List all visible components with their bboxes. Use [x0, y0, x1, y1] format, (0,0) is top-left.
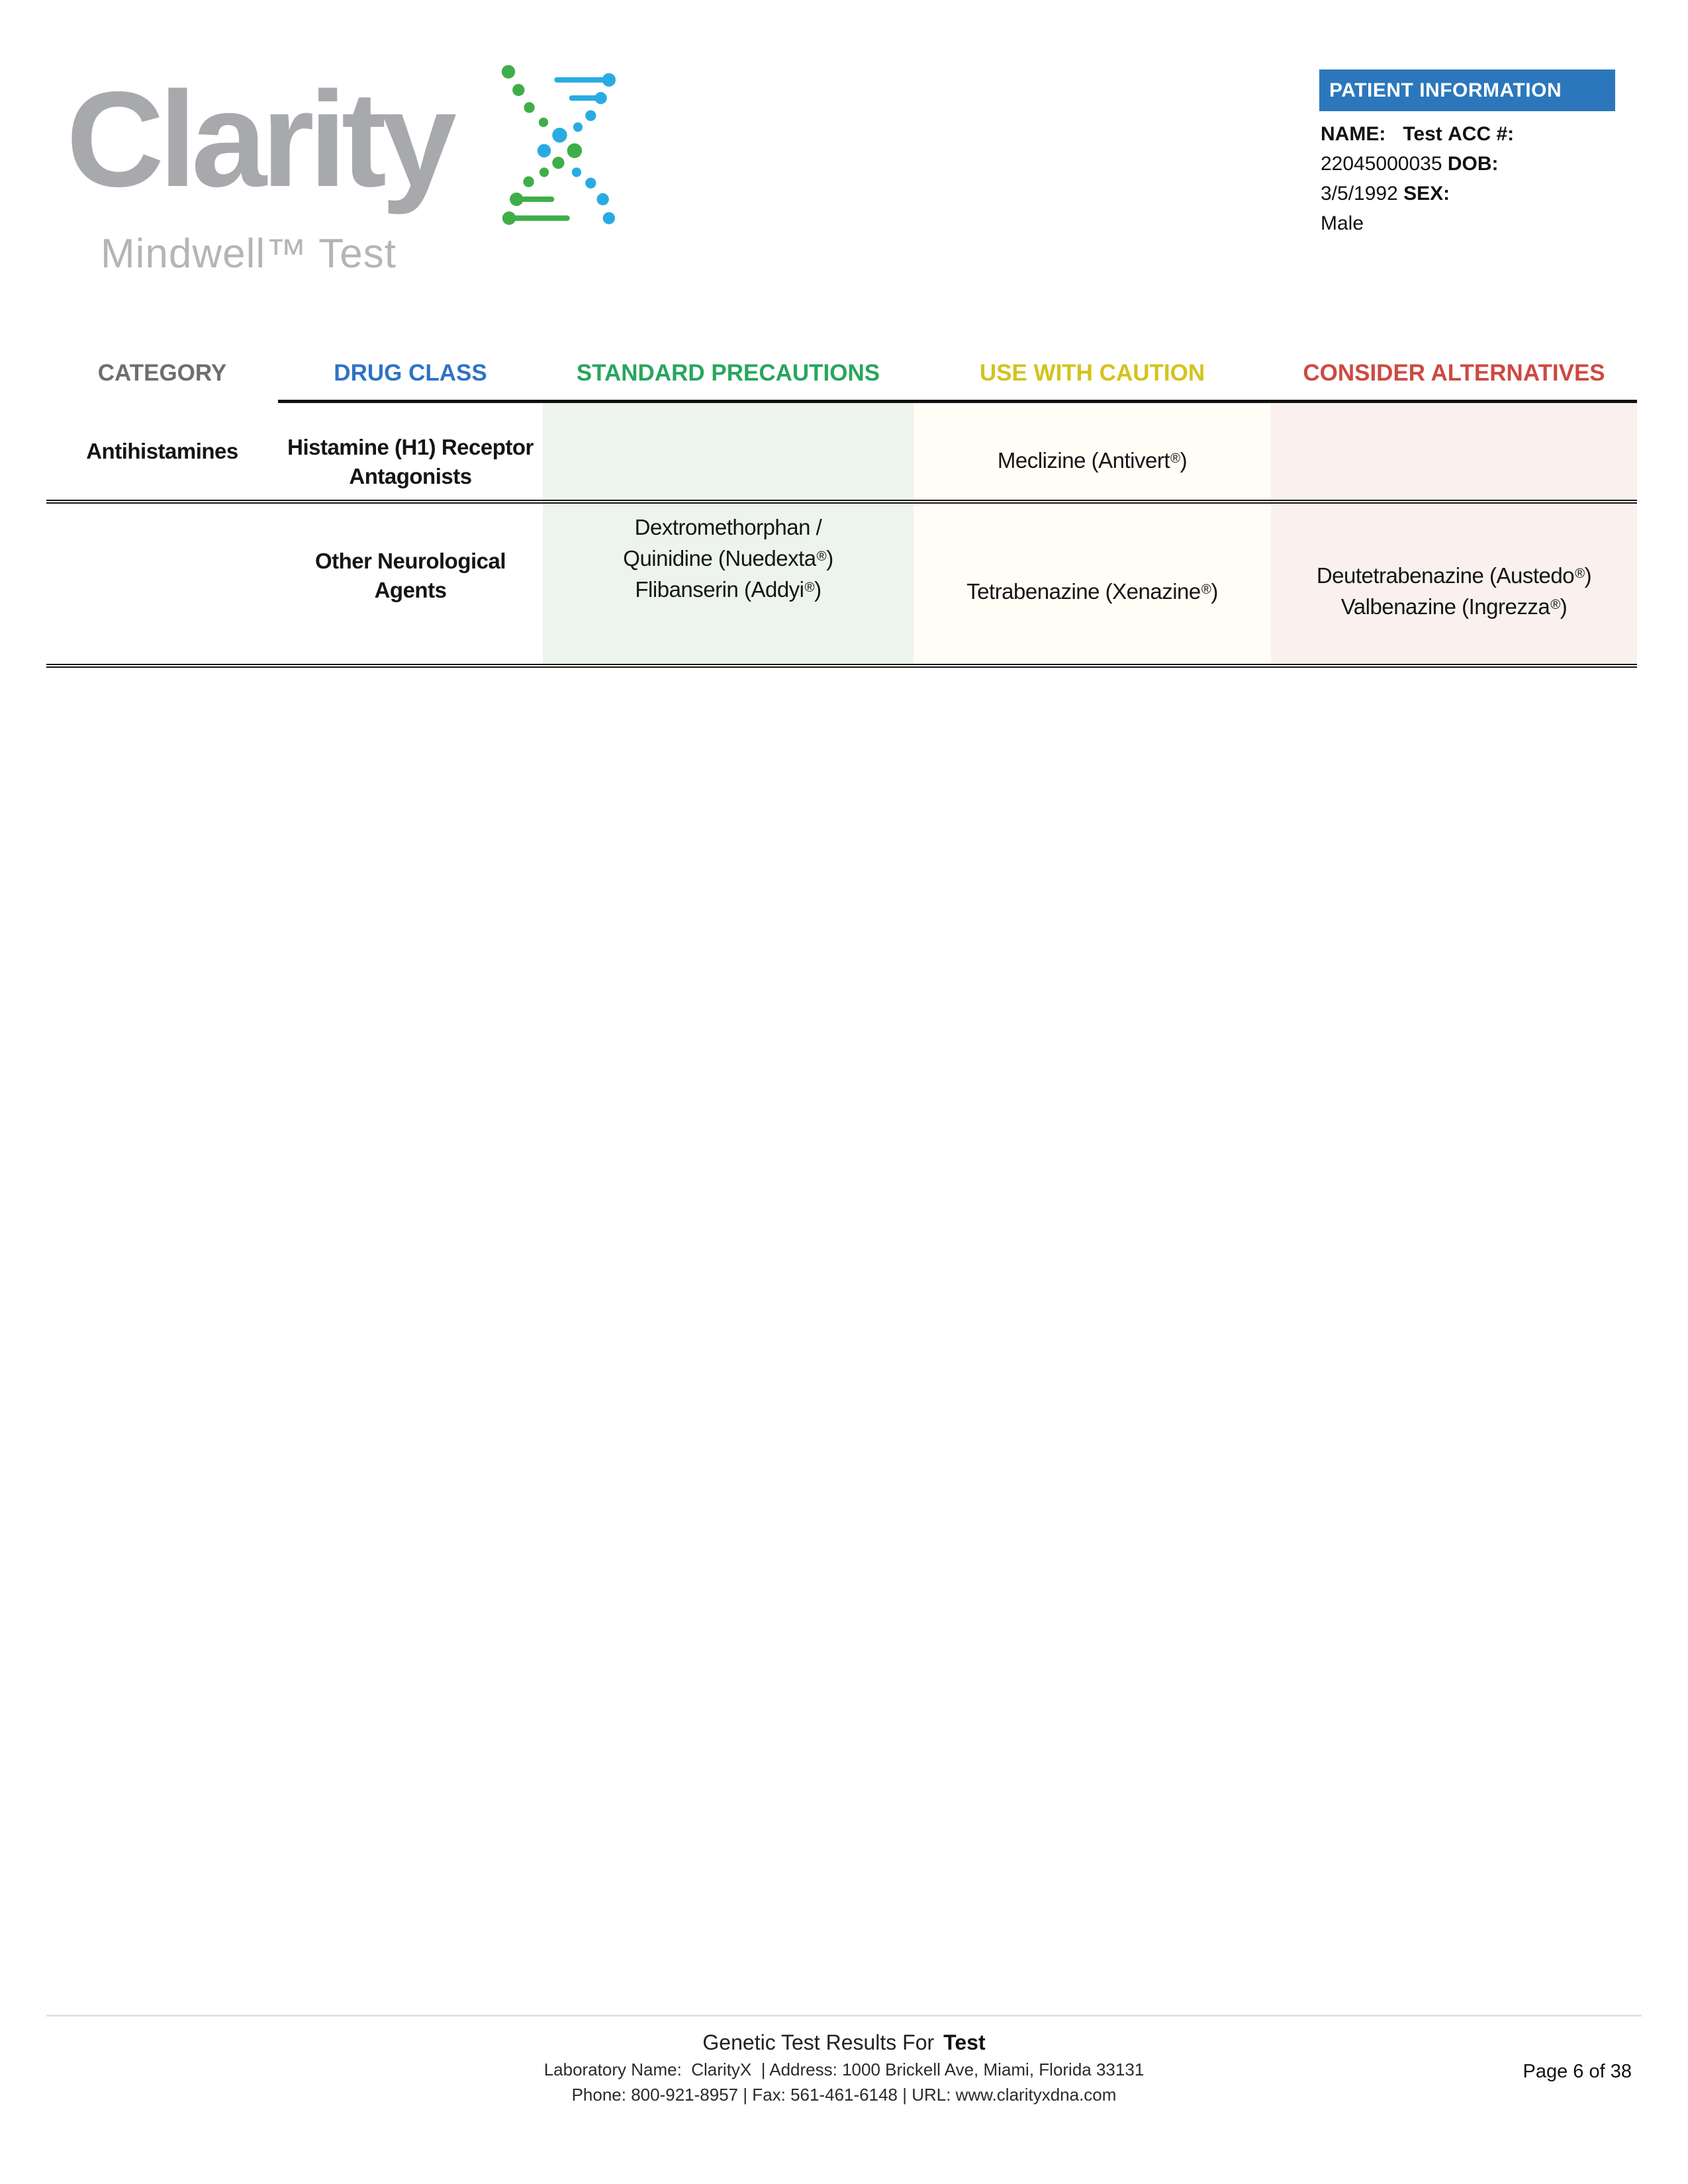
column-header-use-with-caution: USE WITH CAUTION	[979, 360, 1205, 386]
drug-entry: Deutetrabenazine (Austedo®)	[1316, 563, 1592, 588]
dob-label: DOB:	[1447, 153, 1499, 175]
patient-info-header	[1319, 69, 1615, 111]
page-number: Page 6 of 38	[1523, 2061, 1632, 2082]
drug-entry: Other Neurological	[314, 549, 506, 573]
cell-consider-alternatives-row2	[1271, 504, 1637, 664]
footer-title-name: Test	[943, 2030, 986, 2054]
patient-line-dob	[1321, 179, 1638, 208]
cell-use-with-caution-row2	[914, 504, 1271, 664]
drug-entry: Agents	[374, 578, 447, 602]
drug-entry: Tetrabenazine (Xenazine®)	[966, 579, 1218, 604]
cell-use-with-caution-row1	[914, 403, 1271, 500]
patient-info-header-label: PATIENT INFORMATION	[1329, 79, 1562, 101]
drug-entry: Antagonists	[349, 464, 472, 488]
acc-label: ACC #:	[1448, 123, 1515, 145]
drug-entry: Valbenazine (Ingrezza®)	[1340, 594, 1568, 619]
patient-line-name	[1321, 119, 1638, 149]
cell-drug-class-row2	[278, 504, 543, 664]
drug-entry: Meclizine (Antivert®)	[997, 448, 1188, 473]
patient-info-block	[1321, 119, 1638, 238]
footer-lab-line: Laboratory Name: ClarityX | Address: 1000 Brickell Ave, Miami, Florida 33131	[543, 2060, 1145, 2079]
cell-category-row1	[46, 403, 278, 500]
patient-line-acc	[1321, 149, 1638, 179]
acc-value: 22045000035	[1321, 153, 1442, 175]
drug-entry: Dextromethorphan /	[634, 514, 822, 539]
cell-drug-class-row1	[278, 403, 543, 500]
sex-value: Male	[1321, 212, 1364, 234]
name-label: NAME:	[1321, 123, 1386, 145]
dna-x-icon	[487, 56, 635, 232]
drug-entry: Histamine (H1) Receptor	[287, 435, 534, 459]
sex-label: SEX:	[1403, 183, 1450, 205]
logo-subtitle: Mindwell™ Test	[101, 231, 397, 277]
cell-standard-precautions-row2	[543, 504, 914, 664]
footer-title-prefix: Genetic Test Results For	[702, 2030, 935, 2054]
drug-entry: Quinidine (Nuedexta®)	[623, 546, 833, 570]
column-header-consider-alternatives: CONSIDER ALTERNATIVES	[1303, 360, 1605, 386]
dob-value: 3/5/1992	[1321, 183, 1398, 205]
footer-divider	[46, 2015, 1642, 2017]
name-value: Test	[1403, 123, 1442, 145]
drug-entry: Flibanserin (Addyi®)	[635, 577, 821, 602]
column-header-standard-precautions: STANDARD PRECAUTIONS	[576, 360, 880, 386]
column-header-drug-class: DRUG CLASS	[334, 360, 487, 386]
footer-title	[0, 2030, 1688, 2055]
column-header-category: CATEGORY	[97, 360, 227, 386]
patient-line-sex	[1321, 208, 1638, 238]
table-bottom-border	[46, 664, 1637, 668]
footer-contact-line: Phone: 800-921-8957 | Fax: 561-461-6148 | URL: www.clarityxdna.com	[571, 2085, 1117, 2105]
category-value: Antihistamines	[86, 439, 238, 463]
clarityx-logo-text: Clarity	[66, 64, 452, 215]
